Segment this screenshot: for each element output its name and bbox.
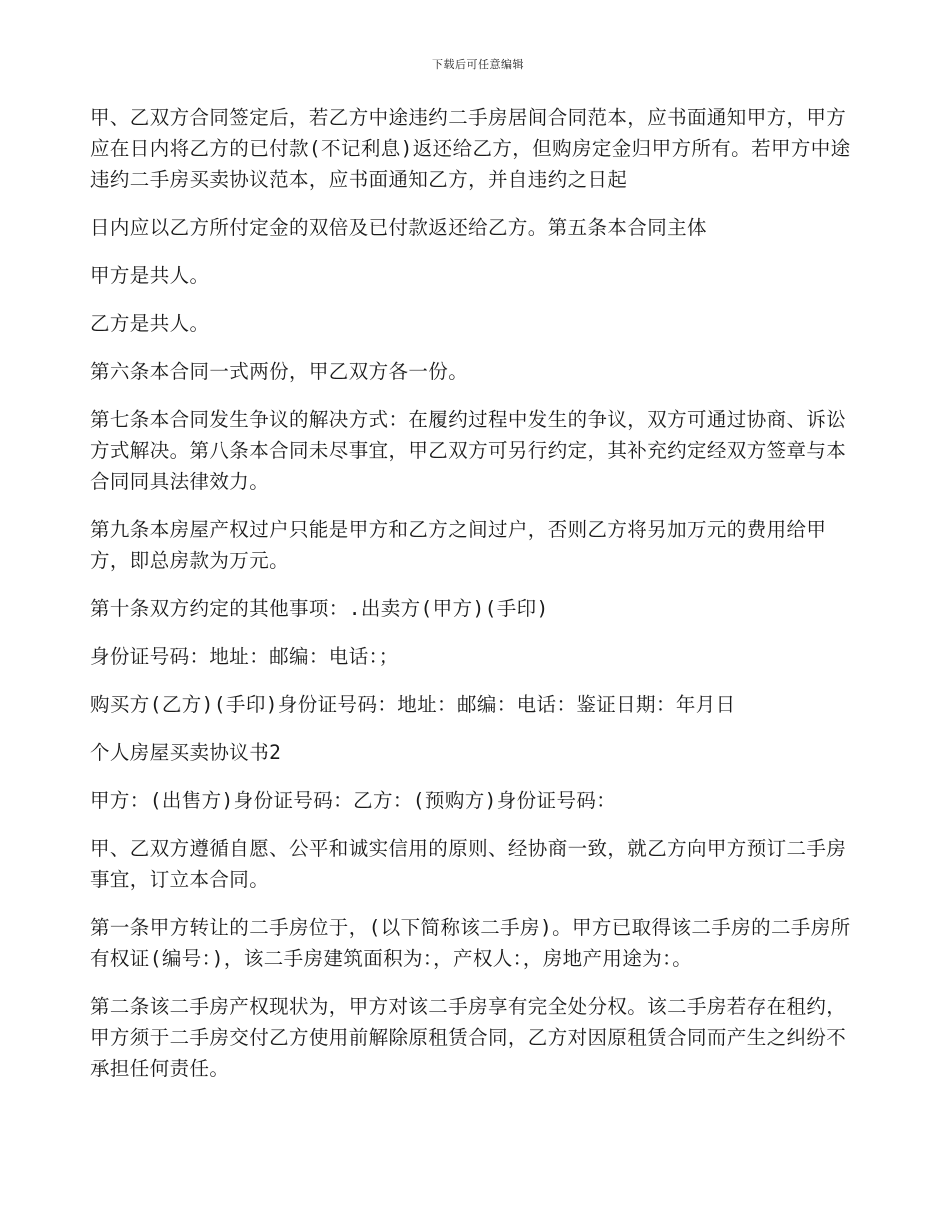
paragraph-deposit-refund: 日内应以乙方所付定金的双倍及已付款返还给乙方。第五条本合同主体 (90, 216, 707, 239)
paragraph-principles: 甲、乙双方遵循自愿、公平和诚实信用的原则、经协商一致，就乙方向甲方预订二手房事宜，订立本合同。 (90, 837, 847, 891)
paragraph-article-9: 第九条本房屋产权过户只能是甲方和乙方之间过户，否则乙方将另加万元的费用给甲方，即总房款为万元。 (90, 518, 827, 572)
paragraph-seller-info: 身份证号码：地址：邮编：电话：； (90, 645, 399, 668)
paragraph-party-a-owners: 甲方是共人。 (90, 264, 210, 287)
paragraph-article-10: 第十条双方约定的其他事项：.出卖方(甲方)(手印) (90, 597, 549, 620)
paragraph-article-1: 第一条甲方转让的二手房位于，(以下简称该二手房)。甲方已取得该二手房的二手房所有权证(编号：)，该二手房建筑面积为：，产权人：，房地产用途为：。 (90, 916, 851, 970)
paragraph-party-b-owners: 乙方是共人。 (90, 312, 210, 335)
paragraph-breach-clause: 甲、乙双方合同签定后，若乙方中途违约二手房居间合同范本，应书面通知甲方，甲方应在日内将乙方的已付款(不记利息)返还给乙方，但购房定金归甲方所有。若甲方中途违约二手房买卖协议范本，应书面通知乙方，并自违约之日起 (90, 106, 851, 191)
paragraph-article-7-8: 第七条本合同发生争议的解决方式：在履约过程中发生的争议，双方可通过协商、诉讼方式解决。第八条本合同未尽事宜，甲乙双方可另行约定，其补充约定经双方签章与本合同同具法律效力。 (90, 408, 847, 493)
paragraph-article-6: 第六条本合同一式两份，甲乙双方各一份。 (90, 360, 469, 383)
section-title-agreement-2: 个人房屋买卖协议书2 (90, 741, 282, 764)
paragraph-buyer-info: 购买方(乙方)(手印)身份证号码：地址：邮编：电话：鉴证日期：年月日 (90, 693, 736, 716)
page-header-note: 下载后可任意编辑 (432, 58, 524, 71)
paragraph-parties: 甲方：(出售方)身份证号码：乙方：(预购方)身份证号码： (90, 789, 617, 812)
paragraph-article-2: 第二条该二手房产权现状为，甲方对该二手房享有完全处分权。该二手房若存在租约，甲方须于二手房交付乙方使用前解除原租赁合同，乙方对因原租赁合同而产生之纠纷不承担任何责任。 (90, 995, 847, 1080)
